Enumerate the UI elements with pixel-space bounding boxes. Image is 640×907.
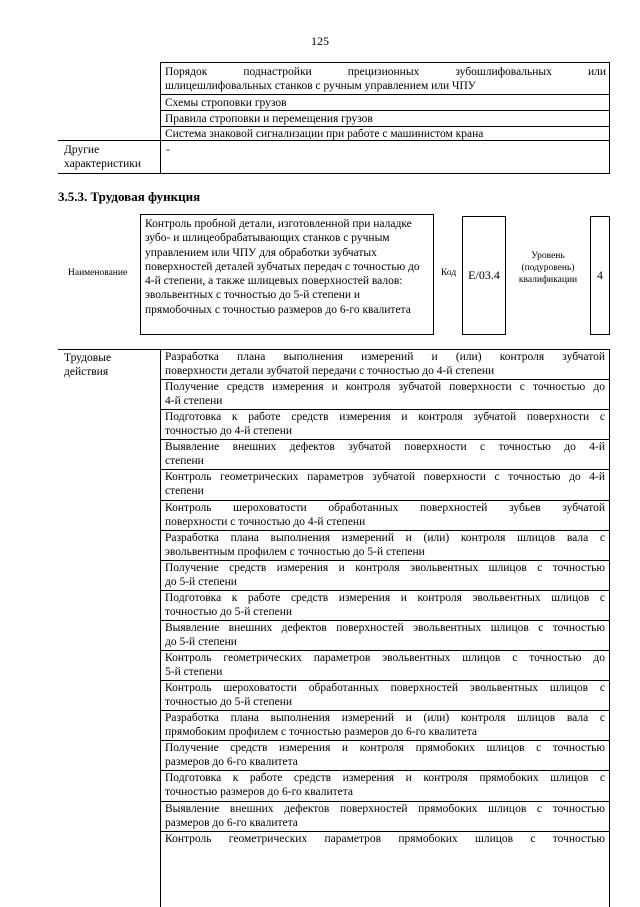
action-line: Контроль шероховатости обработанных поверхностей зубьев зубчатой (165, 501, 605, 514)
knowledge-row (165, 65, 606, 93)
function-name: Контроль пробной детали, изготовленной при наладке зубо- и шлицеобрабатывающих станков с ручным управлением или ЧПУ для обработки зубчатых поверхностей деталей зубчатых передач с точностью до 4-й степени, а также шлицевых поверхностей валов: эвольвентных с точностью до 5-й степени и прямобочных с точностью размеров до 6-го квалитета (140, 214, 434, 335)
row-divider (160, 110, 610, 111)
labor-action-item (165, 380, 605, 408)
action-line: Выявление внешних дефектов поверхностей прямобоких шлицов с точностью (165, 802, 605, 815)
action-line: точностью размеров до 6-го квалитета (165, 786, 354, 799)
actions-label-line: действия (64, 366, 109, 378)
action-line: Разработка плана выполнения измерений и (или) контроля зубчатой (165, 351, 605, 363)
level-label-line: Уровень (531, 251, 565, 261)
action-line: Контроль геометрических параметров эвольвентных шлицов с точностью до (165, 652, 605, 664)
action-line: прямобоким профилем с точностью размеров до 6-го квалитета (165, 726, 477, 739)
action-line: Получение средств измерения и контроля эвольвентных шлицов с точностью (165, 561, 605, 574)
action-line: до 5-й степени (165, 635, 237, 648)
action-line: точностью до 4-й степени (165, 425, 293, 438)
other-label-line: характеристики (64, 158, 142, 170)
other-label-line: Другие (64, 144, 100, 156)
action-line: 5-й степени (165, 666, 223, 678)
action-line: Подготовка к работе средств измерения и контроля прямобоких шлицов с (165, 772, 605, 785)
action-line: размеров до 6-го квалитета (165, 816, 298, 829)
labor-action-item (165, 410, 605, 438)
page-number: 125 (311, 34, 329, 48)
knowledge-text-line: Порядок поднастройки прецизионных зубошлифовальных или (165, 66, 606, 78)
labor-action-item (165, 561, 605, 589)
other-characteristics-value: - (166, 144, 170, 156)
level-value: 4 (590, 216, 610, 335)
level-label-line: квалификации (518, 275, 578, 285)
labor-action-item (165, 711, 605, 739)
action-line: 4-й степени (165, 395, 223, 408)
other-characteristics-label (64, 143, 141, 171)
action-line: Выявление внешних дефектов поверхностей эвольвентных шлицов с точностью (165, 621, 605, 634)
labor-action-item (165, 802, 605, 830)
level-label (510, 250, 586, 286)
action-line: Получение средств измерения и контроля зубчатой поверхности с точностью до (165, 381, 605, 394)
action-line: Получение средств измерения и контроля прямобоких шлицов с точностью (165, 742, 605, 755)
code-value: E/03.4 (462, 216, 506, 335)
action-line: эвольвентным профилем с точностью до 5-й степени (165, 545, 425, 558)
labor-action-item (165, 621, 605, 649)
action-line: Подготовка к работе средств измерения и контроля эвольвентных шлицов с (165, 591, 605, 604)
labor-action-item (165, 651, 605, 679)
labor-action-item (165, 591, 605, 619)
labor-action-item (165, 470, 605, 498)
labor-action-item (165, 501, 605, 529)
action-line: точностью до 5-й степени (165, 605, 293, 618)
action-line: до 5-й степени (165, 575, 237, 588)
action-line: Подготовка к работе средств измерения и контроля зубчатой поверхности с (165, 411, 605, 424)
level-label-line: (подуровень) (521, 263, 575, 273)
row-divider (160, 94, 610, 95)
labor-action-item (165, 832, 605, 846)
name-label: Наименование (68, 268, 128, 278)
action-line: поверхности детали зубчатой передачи с точностью до 4-й степени (165, 365, 495, 377)
action-line: размеров до 6-го квалитета (165, 756, 298, 769)
labor-action-item (165, 440, 605, 468)
actions-left-divider (160, 349, 161, 907)
action-line: Разработка плана выполнения измерений и (или) контроля шлицов вала с (165, 531, 605, 544)
action-line: степени (165, 485, 204, 498)
action-line: Контроль геометрических параметров зубчатой поверхности с точностью до 4-й (165, 471, 605, 484)
labor-action-item (165, 741, 605, 769)
knowledge-row: Система знаковой сигнализации при работе с машинистом крана (165, 128, 484, 140)
knowledge-row: Правила строповки и перемещения грузов (165, 113, 373, 125)
labor-action-item (165, 531, 605, 559)
labor-actions-label (64, 351, 111, 379)
labor-action-item (165, 681, 605, 709)
action-line: Контроль шероховатости обработанных поверхностей эвольвентных шлицов с (165, 682, 605, 695)
actions-label-line: Трудовые (64, 352, 112, 364)
action-line: точностью до 5-й степени (165, 696, 293, 709)
section-title: 3.5.3. Трудовая функция (58, 189, 201, 204)
action-line: Разработка плана выполнения измерений и (или) контроля шлицов вала с (165, 712, 605, 725)
knowledge-text-line: шлицешлифовальных станков с ручным управлением или ЧПУ (165, 80, 476, 92)
action-line: поверхности с точностью до 4-й степени (165, 515, 366, 528)
action-line: Контроль геометрических параметров прямобоких шлицов с точностью (165, 832, 605, 845)
knowledge-row: Схемы строповки грузов (165, 97, 287, 109)
action-line: степени (165, 455, 204, 468)
code-label: Код (441, 268, 457, 278)
action-line: Выявление внешних дефектов зубчатой поверхности с точностью до 4-й (165, 441, 605, 454)
labor-action-item (165, 350, 605, 378)
labor-action-item (165, 771, 605, 799)
actions-right-border (609, 349, 610, 907)
